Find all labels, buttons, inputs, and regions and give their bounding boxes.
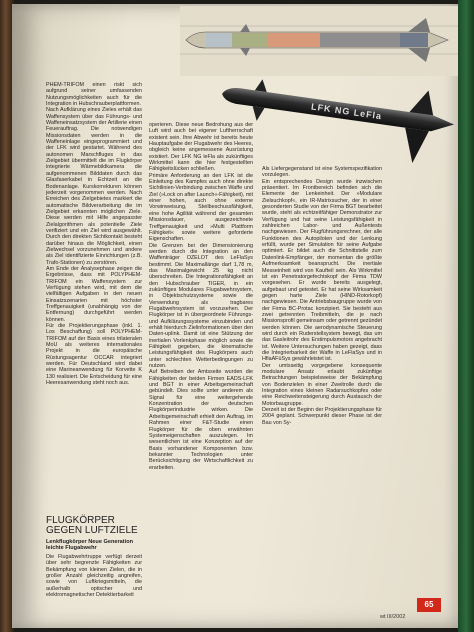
- paragraph: Die Grenzen bei der Dimensionierung werden durch die Integration an den Waffenträger OZELOT des LeFlaSys bestimmt. Die Maximallänge darf 1,78 m, das Maximalgewicht 25 kg nicht überschreiten. Die Integrationsfähigkeit an den Hubschrauber TIGER, in ein zukünftiges Modulares Flugabwehrsystem, in Objektschutzsysteme sowie die Verwendung als tragbares Flugabwehrsystem ist vorzusehen. Der Flugkörper ist in übergeordnete Führungs- und Aufklärungssysteme einzubinden und erhält hierdurch Zielinformationen über den Daten-uplink. Damit ist eine Stützung der inertialen Vorlenkphase möglich sowie die Fähigkeit gegeben, die kinematische Leistungsfähigkeit des Flugkörpers auch unter schlechten Wetterbedingungen zu nutzen.: [149, 242, 253, 370]
- book-spine: [458, 0, 474, 632]
- paragraph: Primäre Anforderung an den LFK ist die Einleitung des Kampfes auch ohne direkte Sichtlinien-Verbindung zwischen Waffe und Ziel (»Lock on after Launch«-Fähigkeit), mit einer hohen, auch ohne externe Vorwinweisung, Steilbeschussfähigkeit, eine hohe Agilität während der gesamten Missionsdauer, ausgezeichnete Treffgenauigkeit und »Multi Plattform Fähigkeit« sowie weitere geforderte Eigenschaften.: [149, 172, 253, 243]
- magazine-page: [12, 4, 458, 628]
- missile-fin-upper: [409, 88, 436, 115]
- missile-canard-upper: [255, 79, 269, 93]
- diagram-electronics-section: [232, 33, 268, 47]
- paragraph: Am Ende der Analysephase zeigen die Ergebnisse, dass mit POLYPHEM-TRIFOM ein Waffensystem zur Verfügung stehen wird, mit dem die vielfältigen Aufgaben in den neuen Einsatzszenarien mit höchster Treffgenauigkeit (unabhängig von der Entfernung) durchgeführt werden können.: [46, 265, 142, 323]
- paragraph: Nach Aufklärung eines Zieles erhält das Waffensystem über das Führungs- und Waffeneinsatzsystem der Artillerie einen Feuerauftrag. Die notwendigen Missionsdaten werden in die Waffeneinlage eingeprogrammiert und der LFK wird gestartet. Während des autonomen Marschfluges in das Zielgebiet übermittelt die im Flugkörper integrierte Wärmebildkamera die aufgenommenen Bilddaten durch das Glasfaserkabel in Echtzeit an die Bodenanlage. Kurskorrekturen können jederzeit vorgenommen werden. Nach Erreichen des Zielgebietes markiert die automatische Bildverarbeitung die im Zielgebiet erkannten möglichen Ziele. Diese werden mit Hilfe angepasster Zielalgorithmen als potentielle Ziele verifiziert und ein Ziel wird ausgewählt. Durch den direkten Sichtkontakt besteht darüber hinaus die Möglichkeit, einen Zielwechsel vorzunehmen und andere als Ziel identifizierte Einrichtungen (z.B. Trafo-Stationen) zu zerstören.: [46, 107, 142, 266]
- diagram-warhead-section: [268, 33, 320, 47]
- paragraph: Ein entsprechendes Design wurde inzwischen präsentiert. Im Frontbereich befinden sich die Elemente der Lenkeinheit. Der »Modulare Zielsuchkopf«, ein IR-Matrixsucher, der in einer gesonderten Studie von der Firma BGT bearbeitet wurde, steht als echtzeitfähiger Demonstrator zur Verfügung und hat seine Leistungsfähigkeit in zahlreichen Labor- und Außentests nachgewiesen. Der Flugführungsrechner, der alle Funktionen des Autopiloten und der Lenkung erfüllt, wurde per Simulation für seine Aufgabe optimiert. Er bildet auch die Schnittstelle zum Datenlink-Empfänger, der momentan die größte Aufmerksamkeit beansprucht. Die inertiale Messeinheit wird von Kaufteil sein. Als Wirkmittel ist ein Penetratorgefechtskopf der Firma TDW vorgesehen. Er wurde bereits ausgelegt, aufgebaut und getestet. Er hat seine Wirksamkeit gegen harte Ziele (HIND-Rotorkopf) nachgewiesen. Die Antriebsbaugruppe wurde von der Firma BC-Protac konzipiert. Sie besteht aus zwei getrennten Treibmitteln, die je nach Missionsprofil gemeinsam oder getrennt gezündet werden können. Die aerodynamische Steuerung wird durch ein Ruderstellsystem bewegt, das um das Gasleitrohr des Erstimpulsmotors angebracht ist. Weitere Untersuchungen haben gezeigt, dass die Integrierbarkeit der Waffe in LeFlaSys und in HflaAFüSys gewährleistet ist.: [262, 178, 382, 363]
- column-middle: [149, 122, 253, 471]
- section-heading: FLUGKÖRPER GEGEN LUFTZIELE: [46, 515, 138, 536]
- paragraph: Als Liefergegenstand ist eine Systemspezifikation vorzulegen.: [262, 166, 382, 179]
- paragraph: Die Flugabwehrtruppe verfügt derzeit über sehr begrenzte Fähigkeiten zur Bekämpfung von kleinen Zielen, die in großer Anzahl gleichzeitig angreifen, sowie von Luftkriegsmitteln, die außerhalb optischer und elektromagnetischer Detektierbarkeit: [46, 554, 142, 599]
- paragraph: Auf Betreiben der Amtsseite wurden die Fähigkeiten der beiden Firmen EADS-LFK und BGT in einer Arbeitsgemeinschaft gebündelt. Dies sollte unter anderem als Signal für eine weitergehende Konzentration der deutschen Flugkörperindustrie wirken. Die Arbeitsgemeinschaft erhielt den Auftrag, im Rahmen einer F&T-Studie einen Flugkörper für die oben erwähnten Systemeigenschaften auszulegen. Im wesentlichen ist eine Konzeption auf der Basis vorhandener Komponenten bzw. bekannter Technologien unter Berücksichtigung der Wirtschaftlichkeit zu erarbeiten.: [149, 369, 253, 471]
- issue-footer: wt III/2002: [380, 614, 406, 620]
- missile-cutaway-diagram: [180, 6, 458, 76]
- missile-canard-lower: [251, 106, 265, 122]
- page-number-badge: 65: [417, 598, 441, 612]
- column-left: [46, 82, 142, 387]
- paragraph: Für die Projektierungsphase (inkl. 1. Los Beschaffung) soll POLYPHEM-TRIFOM auf der Basis eines trilateralen MoU als weiteres internationales Projekt in die europäische Rüstungsagentur OCCAR integriert werden. Für Deutschland wird dabei eine Marineanwendung für Korvette K 130 realisiert. Die Entscheidung für eine Heeresanwendung steht noch aus.: [46, 323, 142, 387]
- missile-label: LFK NG LeFla: [310, 101, 383, 122]
- diagram-control-section: [400, 33, 428, 47]
- diagram-motor-section: [320, 33, 400, 47]
- section-subheading: Lenkflugkörper Neue Generation leichte Flugabwehr: [46, 539, 134, 552]
- paragraph: Der umtsseitig vorgegebene konsequente modulare Ansatz erlaubt zukünftige Betrachtungen beispielsweise der Bekämpfung von Bodenzielen in einer Zweitrolle durch die Integration eines kleinen Radarsuchkopfes oder eine Reichweitensteigerung durch Austausch der Motorbaugruppe.: [262, 362, 382, 407]
- missile-fin-lower: [400, 128, 428, 165]
- paragraph: operieren. Diese neue Bedrohung aus der Luft wird auch bei eigener Luftherrschaft existent sein. Ihre Abwehr ist bereits heute Hauptaufgabe der Flugabwehr des Heeres, obgleich keine angemessene Ausrüstung existiert. Der LFK NG leFla als zukünftiges Wirkmittel kann die hier festgestellten Fähigkeitslücken schließen.: [149, 122, 253, 173]
- paragraph: PHEM-TRIFOM einen riskt sich aufgrund seiner umfassenden Nutzungsmöglichkeiten auch für die Integration in Hubschrauberplattformen.: [46, 82, 142, 108]
- diagram-seeker-section: [206, 33, 232, 47]
- section-intro: [46, 554, 142, 598]
- paragraph: Derzeit ist der Beginn der Projektierungsphase für 2004 geplant. Schwerpunkt dieser Phase ist der Bau von Sy-: [262, 407, 382, 426]
- column-right: [262, 166, 382, 426]
